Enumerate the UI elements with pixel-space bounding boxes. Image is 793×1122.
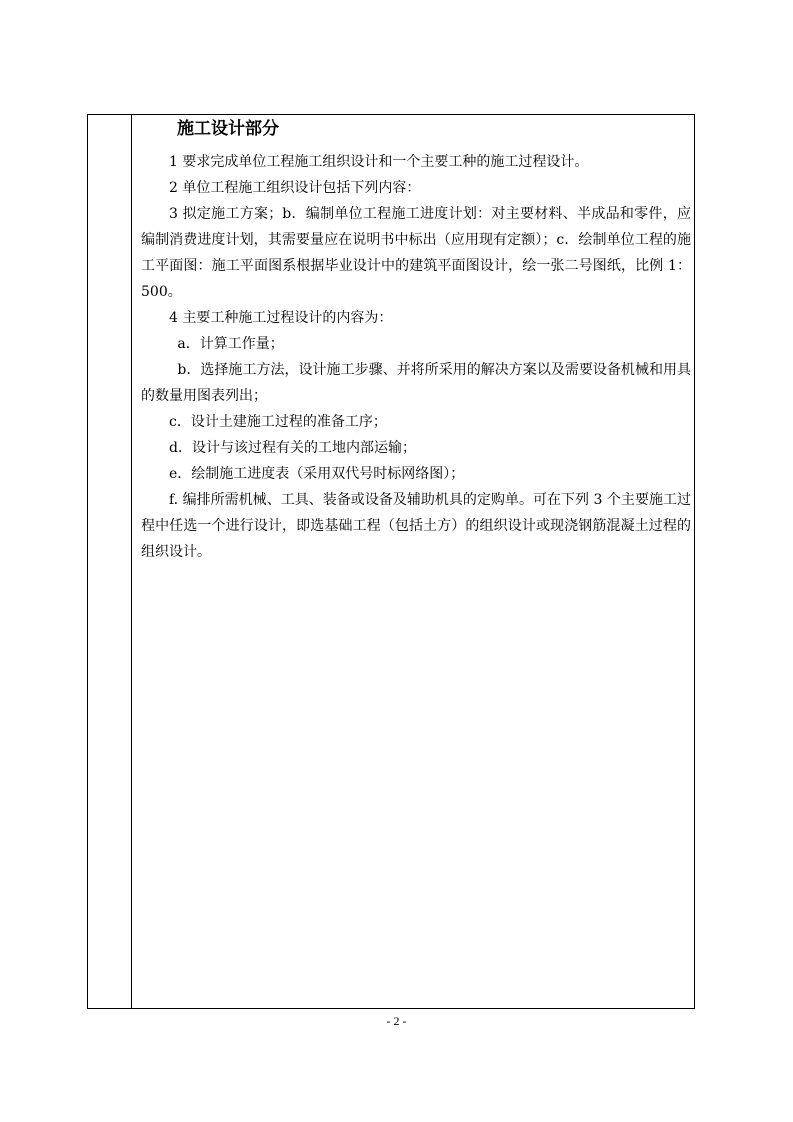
section-title: 施工设计部分	[177, 119, 279, 139]
paragraph-4: 4 主要工种施工过程设计的内容为：	[169, 310, 393, 326]
body-text	[141, 149, 691, 565]
paragraph-item-e: e．绘制施工进度表（采用双代号时标网络图）；	[169, 466, 465, 482]
paragraph-item-b: b．选择施工方法，设计施工步骤、并将所采用的解决方案以及需要设备机械和用具的数量用图表列出；	[141, 362, 691, 404]
page-number: - 2 -	[386, 1014, 407, 1028]
paragraph-2: 2 单位工程施工组织设计包括下列内容：	[169, 180, 421, 196]
paragraph-item-a: a．计算工作量；	[177, 336, 284, 352]
paragraph-item-f: f. 编排所需机械、工具、装备或设备及辅助机具的定购单。可在下列 3 个主要施工过程中任选一个进行设计，即选基础工程（包括土方）的组织设计或现浇钢筋混凝土过程的组织设计。	[141, 492, 691, 560]
document-table	[87, 114, 695, 1009]
paragraph-1: 1 要求完成单位工程施工组织设计和一个主要工种的施工过程设计。	[169, 154, 589, 170]
paragraph-3: 3 拟定施工方案；b．编制单位工程施工进度计划：对主要材料、半成品和零件，应编制消费进度计划，其需要量应在说明书中标出（应用现有定额）；c．绘制单位工程的施工平面图：施工平面图系根据毕业设计中的建筑平面图设计，绘一张二号图纸，比例 1：500。	[141, 206, 691, 300]
paragraph-item-d: d．设计与该过程有关的工地内部运输；	[169, 440, 416, 456]
table-left-column	[88, 115, 132, 1008]
paragraph-item-c: c．设计土建施工过程的准备工序；	[169, 414, 387, 430]
